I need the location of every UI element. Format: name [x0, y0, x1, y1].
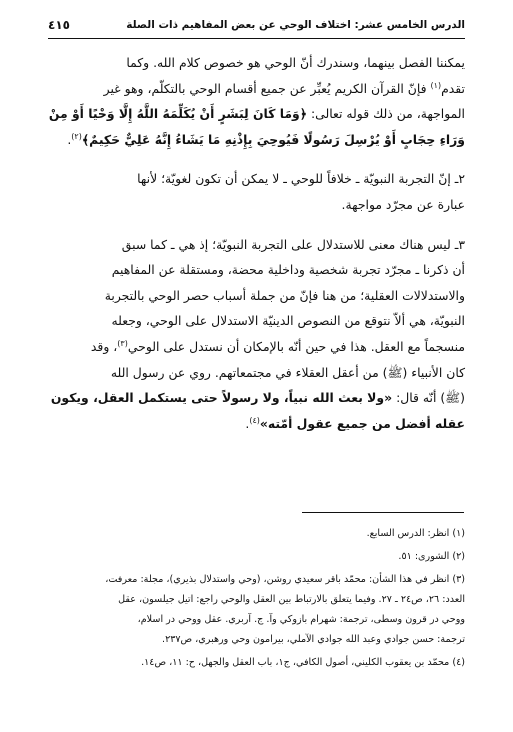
text-span: منسجماً مع العقل. هذا في حين أنّه بالإمكان أن نستدل على الوحي: [127, 338, 465, 354]
footnote-divider: [302, 512, 464, 513]
paragraph-1: [48, 50, 465, 152]
text-line: عبارة عن مجرّد مواجهة.: [341, 196, 465, 212]
text-line: ٣ـ ليس هناك معنى للاستدلال على التجربة النبويّة؛ إذ هي ـ كما سبق: [121, 236, 465, 252]
paragraph-3: [48, 232, 465, 437]
hadith-quote: عقله أفضل من جميع عقول أمّته»: [259, 415, 465, 431]
text-line: كان الأنبياء (ﷺ) من أعقل العقلاء في مجتمعاتهم. روي عن رسول الله: [110, 364, 465, 380]
text-line: [48, 411, 465, 437]
text-line: [48, 385, 465, 411]
quran-verse: ﴿وَمَا كَانَ لِبَشَرٍ أَنْ يُكَلِّمَهُ اللَّهُ إِلَّا وَحْيًا أَوْ مِنْ: [48, 106, 308, 122]
chapter-title: الدرس الخامس عشر: اختلاف الوحي عن بعض المفاهيم ذات الصلة: [126, 19, 465, 31]
text-span: .: [67, 131, 72, 147]
footnote-3-cont: ووحي در قرون وسطى، ترجمة: شهرام بازوكي وآ. ج. آربري. عقل ووحي در اسلام،: [137, 614, 465, 625]
text-line: [48, 127, 465, 153]
main-text: [48, 50, 465, 450]
text-span: .: [245, 415, 250, 431]
footnote-ref: (٣): [117, 338, 128, 348]
footnote-1: (١) انظر: الدرس السابع.: [366, 528, 465, 539]
text-span: (ﷺ) أنّه قال:: [392, 390, 465, 406]
footnote-3: (٣) انظر في هذا الشأن: محمّد باقر سعيدي روشن، (وحي واستدلال بذيري)، مجلة: معرفت،: [105, 574, 465, 585]
paragraph-2: [48, 166, 465, 217]
header-divider: [48, 38, 465, 39]
footnote-ref: (١): [430, 80, 442, 90]
text-line: يمكننا الفصل بينهما، وسندرك أنّ الوحي هو خصوص كلام الله. وكما: [126, 55, 465, 70]
footnotes: [48, 524, 465, 673]
hadith-quote: «ولا بعث الله نبياً، ولا رسولاً حتى يستكمل العقل، ويكون: [50, 390, 393, 406]
footnote-3-cont: العدد: ٢٦، ص٢٤ ـ ٢٧. وفيما يتعلق بالارتباط بين العقل والوحي راجع: اتيل جيلسون، عقل: [118, 594, 465, 605]
footnote-3-cont: ترجمة: حسن جوادي وعبد الله جوادي الآملي، بيرامون وحي ورهبري، ص٢٣٧.: [162, 634, 465, 645]
text-span: المواجهة، من ذلك قوله تعالى:: [307, 106, 465, 122]
footnote-4: (٤) محمّد بن يعقوب الكليني، أصول الكافي، ج١، باب العقل والجهل، ح: ١١، ص١٤.: [141, 657, 465, 668]
page-number: ٤١٥: [48, 18, 70, 32]
footnote-ref: (٤): [249, 415, 260, 425]
text-span: فإنّ القرآن الكريم يُعبِّر عن جميع أقسام الوحي بالتكلّم، وهو غير: [103, 80, 431, 96]
text-line: ٢ـ إنّ التجربة النبويّة ـ خلافاً للوحي ـ لا يمكن أن تكون لغويّة؛ لأنها: [137, 171, 465, 187]
footnote-2: (٢) الشورى: ٥١.: [398, 551, 465, 562]
text-line: والاستدلالات العقلية؛ من هنا فإنّ من جملة أسباب حصر الوحي بالتجربة: [104, 287, 465, 303]
text-span: ، وقد: [90, 338, 118, 354]
quran-verse: وَرَاءِ حِجَابٍ أَوْ يُرْسِلَ رَسُولًا فَيُوحِيَ بِإِذْنِهِ مَا يَشَاءُ إِنَّهُ عَلِيٌّ حَكِيمٌ﴾: [81, 131, 465, 147]
text-line: النبويّة، هي ألاّ نتوقع من النصوص الدينيّة الاستدلال على الوحي، وجعله: [111, 313, 465, 329]
running-header: [48, 14, 465, 36]
footnote-ref: (٢): [71, 131, 82, 141]
text-line: [48, 334, 465, 360]
text-line: أن ذكرنا ـ مجرّد تجربة شخصية وداخلية محضة، ومستقلة عن المفاهيم: [111, 262, 465, 278]
text-line: [48, 76, 465, 102]
text-line: [48, 101, 465, 127]
text-span: تقدم: [441, 80, 465, 96]
